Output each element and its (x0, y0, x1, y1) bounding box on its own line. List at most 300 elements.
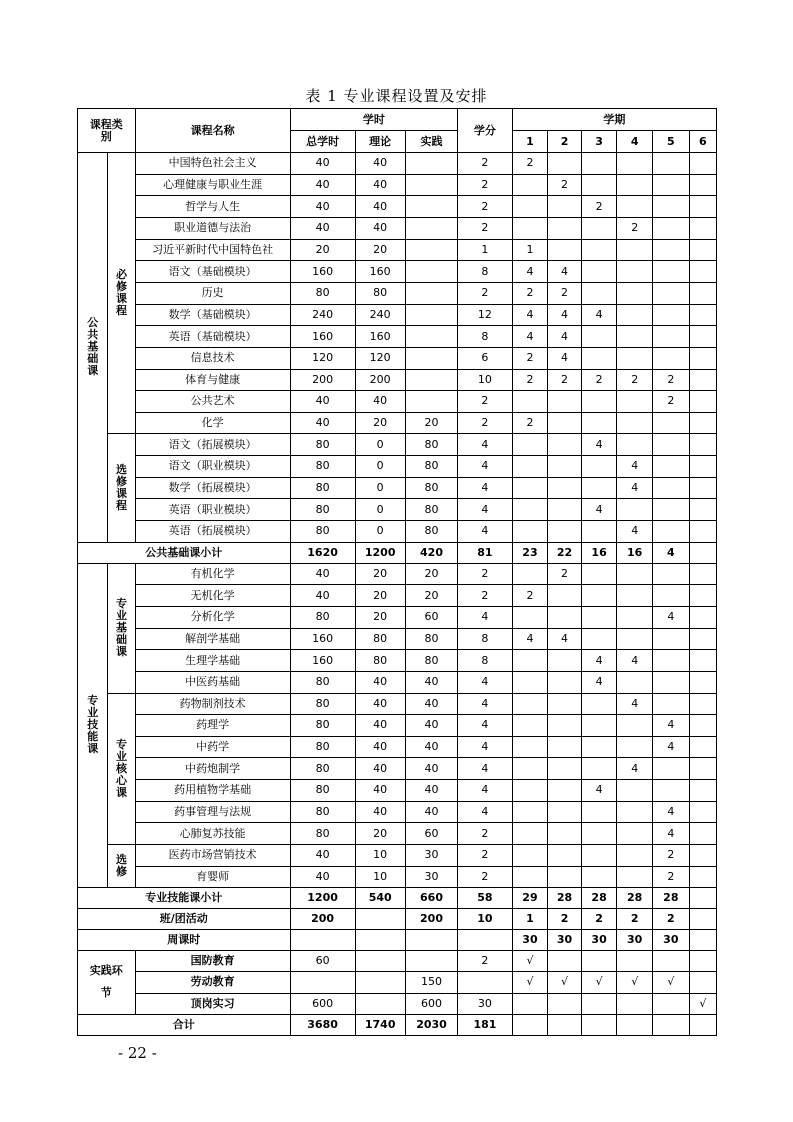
group-public (78, 153, 108, 543)
table-row (78, 153, 717, 175)
table-row (78, 758, 717, 780)
cell-semester-5: √ (653, 972, 690, 993)
cell-semester-1 (512, 866, 548, 888)
course-name: 历史 (135, 282, 290, 304)
cell-semester-3: 2 (581, 196, 617, 218)
cell-credit (458, 930, 512, 951)
cell-semester-1 (512, 715, 548, 737)
cell-semester-5 (653, 520, 690, 542)
cell-semester-5 (653, 261, 690, 283)
cell-semester-1 (512, 845, 548, 867)
cell-practice (405, 369, 457, 391)
cell-semester-2 (548, 715, 582, 737)
cell-semester-2 (548, 1014, 582, 1035)
cell-semester-2: 4 (548, 261, 582, 283)
cell-semester-1 (512, 563, 548, 585)
table-row (78, 823, 717, 845)
cell-semester-5 (653, 563, 690, 585)
cell-total: 40 (290, 153, 355, 175)
cell-semester-4 (617, 196, 653, 218)
cell-semester-2 (548, 412, 582, 434)
cell-credit: 4 (458, 736, 512, 758)
cell-semester-4 (617, 326, 653, 348)
table-row (78, 671, 717, 693)
cell-semester-2: 30 (548, 930, 582, 951)
cell-semester-5: 2 (653, 845, 690, 867)
course-name: 数学（基础模块） (135, 304, 290, 326)
cell-semester-3 (581, 758, 617, 780)
cell-semester-4: 4 (617, 520, 653, 542)
cell-theory: 1200 (355, 542, 405, 563)
cell-theory: 80 (355, 650, 405, 672)
cell-semester-3 (581, 951, 617, 972)
cell-credit: 6 (458, 347, 512, 369)
table-row (78, 369, 717, 391)
table-row (78, 866, 717, 888)
cell-semester-4 (617, 993, 653, 1014)
cell-semester-1: 4 (512, 304, 548, 326)
cell-theory: 200 (355, 369, 405, 391)
cell-semester-4 (617, 585, 653, 607)
cell-semester-2 (548, 218, 582, 240)
cell-semester-1 (512, 520, 548, 542)
table-row (78, 412, 717, 434)
cell-semester-1 (512, 993, 548, 1014)
header-semester-4: 4 (617, 131, 653, 153)
cell-credit: 2 (458, 174, 512, 196)
cell-semester-1: 2 (512, 153, 548, 175)
cell-semester-4 (617, 866, 653, 888)
cell-practice: 40 (405, 671, 457, 693)
cell-semester-2 (548, 780, 582, 802)
cell-theory (355, 951, 405, 972)
cell-semester-1 (512, 650, 548, 672)
table-row (78, 628, 717, 650)
cell-semester-4: √ (617, 972, 653, 993)
cell-semester-1 (512, 823, 548, 845)
cell-semester-1: 2 (512, 585, 548, 607)
cell-total: 80 (290, 520, 355, 542)
cell-semester-6 (689, 972, 716, 993)
course-name: 药物制剂技术 (135, 693, 290, 715)
course-name: 体育与健康 (135, 369, 290, 391)
header-semester-3: 3 (581, 131, 617, 153)
cell-semester-2 (548, 993, 582, 1014)
table-row (78, 282, 717, 304)
cell-theory: 20 (355, 239, 405, 261)
cell-total: 600 (290, 993, 355, 1014)
cell-semester-2 (548, 477, 582, 499)
summary-label: 班/团活动 (78, 909, 291, 930)
cell-practice: 40 (405, 693, 457, 715)
cell-semester-5: 4 (653, 823, 690, 845)
cell-semester-4 (617, 845, 653, 867)
cell-credit: 8 (458, 326, 512, 348)
cell-semester-6 (689, 218, 716, 240)
group-core-label: 专业核心课 (115, 737, 127, 799)
cell-semester-2 (548, 153, 582, 175)
cell-credit: 4 (458, 477, 512, 499)
cell-semester-6 (689, 304, 716, 326)
cell-semester-4: 4 (617, 693, 653, 715)
summary-label: 公共基础课小计 (78, 542, 291, 563)
cell-semester-6 (689, 693, 716, 715)
practice-item-name: 劳动教育 (135, 972, 290, 993)
cell-credit: 4 (458, 671, 512, 693)
cell-semester-3: 4 (581, 780, 617, 802)
cell-credit (458, 972, 512, 993)
cell-semester-3 (581, 1014, 617, 1035)
cell-theory: 540 (355, 888, 405, 909)
cell-practice: 80 (405, 520, 457, 542)
cell-semester-6 (689, 951, 716, 972)
cell-semester-1 (512, 218, 548, 240)
cell-semester-1 (512, 456, 548, 478)
course-name: 英语（基础模块） (135, 326, 290, 348)
cell-semester-2 (548, 196, 582, 218)
cell-semester-6 (689, 715, 716, 737)
cell-semester-2: √ (548, 972, 582, 993)
cell-semester-2 (548, 520, 582, 542)
cell-semester-3 (581, 866, 617, 888)
cell-credit: 2 (458, 563, 512, 585)
course-name: 心肺复苏技能 (135, 823, 290, 845)
cell-theory: 120 (355, 347, 405, 369)
cell-semester-6 (689, 866, 716, 888)
cell-semester-4 (617, 153, 653, 175)
cell-semester-6 (689, 326, 716, 348)
table-row (78, 434, 717, 456)
cell-practice (405, 282, 457, 304)
cell-credit: 4 (458, 780, 512, 802)
cell-theory: 160 (355, 326, 405, 348)
course-name: 数学（拓展模块） (135, 477, 290, 499)
table-row (78, 499, 717, 521)
cell-semester-5 (653, 628, 690, 650)
cell-semester-1 (512, 477, 548, 499)
cell-theory: 160 (355, 261, 405, 283)
table-row (78, 736, 717, 758)
cell-semester-6 (689, 196, 716, 218)
cell-theory (355, 930, 405, 951)
summary-row (78, 909, 717, 930)
cell-semester-1 (512, 499, 548, 521)
cell-practice: 20 (405, 412, 457, 434)
table-row (78, 239, 717, 261)
group-required (108, 153, 135, 434)
cell-semester-3: √ (581, 972, 617, 993)
header-semester-2: 2 (548, 131, 582, 153)
group-skill-elective (108, 845, 135, 888)
course-name: 习近平新时代中国特色社 (135, 239, 290, 261)
cell-total (290, 930, 355, 951)
course-name: 中医药基础 (135, 671, 290, 693)
cell-semester-3: 30 (581, 930, 617, 951)
group-basic (108, 563, 135, 693)
course-name: 中国特色社会主义 (135, 153, 290, 175)
cell-semester-5: 4 (653, 801, 690, 823)
cell-theory (355, 993, 405, 1014)
cell-semester-5: 2 (653, 909, 690, 930)
cell-semester-4 (617, 239, 653, 261)
cell-semester-2 (548, 823, 582, 845)
cell-semester-6 (689, 499, 716, 521)
cell-semester-5: 30 (653, 930, 690, 951)
cell-semester-5: 4 (653, 542, 690, 563)
cell-semester-1 (512, 174, 548, 196)
cell-semester-3 (581, 993, 617, 1014)
cell-semester-3 (581, 218, 617, 240)
cell-semester-5 (653, 671, 690, 693)
cell-practice (405, 951, 457, 972)
cell-credit: 2 (458, 845, 512, 867)
table-caption: 表 1 专业课程设置及安排 (305, 87, 488, 105)
summary-row (78, 542, 717, 563)
course-name: 中药学 (135, 736, 290, 758)
course-name: 分析化学 (135, 606, 290, 628)
cell-semester-6 (689, 174, 716, 196)
cell-theory (355, 972, 405, 993)
cell-semester-6 (689, 542, 716, 563)
cell-semester-3 (581, 282, 617, 304)
table-row (78, 261, 717, 283)
cell-total: 40 (290, 196, 355, 218)
cell-semester-4: 4 (617, 650, 653, 672)
cell-semester-5 (653, 412, 690, 434)
cell-practice: 60 (405, 606, 457, 628)
cell-semester-4 (617, 1014, 653, 1035)
cell-theory: 40 (355, 693, 405, 715)
cell-semester-6 (689, 412, 716, 434)
cell-practice: 40 (405, 780, 457, 802)
cell-semester-3 (581, 477, 617, 499)
course-name: 语文（基础模块） (135, 261, 290, 283)
cell-credit: 2 (458, 153, 512, 175)
cell-semester-2: 28 (548, 888, 582, 909)
cell-semester-2 (548, 951, 582, 972)
table-row (78, 650, 717, 672)
course-name: 语文（拓展模块） (135, 434, 290, 456)
cell-semester-4 (617, 606, 653, 628)
cell-semester-1 (512, 434, 548, 456)
cell-semester-5 (653, 477, 690, 499)
cell-semester-6 (689, 391, 716, 413)
cell-practice: 30 (405, 845, 457, 867)
group-practice-label: 实践环节 (89, 964, 123, 1000)
cell-semester-6 (689, 347, 716, 369)
cell-semester-4: 4 (617, 456, 653, 478)
cell-semester-5 (653, 650, 690, 672)
cell-theory: 20 (355, 563, 405, 585)
cell-semester-3: 16 (581, 542, 617, 563)
cell-total: 200 (290, 369, 355, 391)
cell-total: 80 (290, 606, 355, 628)
cell-total: 40 (290, 174, 355, 196)
course-name: 生理学基础 (135, 650, 290, 672)
practice-item-name: 顶岗实习 (135, 993, 290, 1014)
cell-semester-1: √ (512, 972, 548, 993)
cell-semester-6 (689, 628, 716, 650)
group-skill (78, 563, 108, 888)
cell-semester-4 (617, 261, 653, 283)
cell-total: 80 (290, 758, 355, 780)
cell-semester-3 (581, 585, 617, 607)
cell-semester-4 (617, 628, 653, 650)
cell-semester-3: 4 (581, 499, 617, 521)
cell-semester-1 (512, 671, 548, 693)
cell-total: 40 (290, 563, 355, 585)
cell-credit: 4 (458, 520, 512, 542)
cell-semester-6 (689, 909, 716, 930)
header-semester-6: 6 (689, 131, 716, 153)
cell-semester-3 (581, 347, 617, 369)
cell-credit: 2 (458, 196, 512, 218)
cell-semester-1 (512, 1014, 548, 1035)
cell-practice: 660 (405, 888, 457, 909)
cell-total: 160 (290, 261, 355, 283)
cell-semester-4: 28 (617, 888, 653, 909)
cell-total: 80 (290, 693, 355, 715)
cell-semester-5 (653, 196, 690, 218)
cell-practice: 80 (405, 434, 457, 456)
summary-label: 合计 (78, 1014, 291, 1035)
table-row (78, 520, 717, 542)
cell-semester-3: 4 (581, 434, 617, 456)
cell-semester-5 (653, 153, 690, 175)
cell-theory: 20 (355, 412, 405, 434)
cell-semester-1 (512, 391, 548, 413)
cell-total: 40 (290, 391, 355, 413)
cell-semester-3 (581, 174, 617, 196)
cell-semester-6 (689, 456, 716, 478)
table-row (78, 606, 717, 628)
cell-semester-5: 4 (653, 715, 690, 737)
course-name: 信息技术 (135, 347, 290, 369)
cell-practice: 40 (405, 715, 457, 737)
group-elective (108, 434, 135, 542)
cell-semester-4 (617, 391, 653, 413)
cell-semester-3 (581, 153, 617, 175)
cell-semester-5: 2 (653, 369, 690, 391)
cell-total: 80 (290, 499, 355, 521)
cell-semester-3: 4 (581, 650, 617, 672)
cell-semester-4 (617, 780, 653, 802)
cell-semester-6 (689, 1014, 716, 1035)
cell-semester-6 (689, 585, 716, 607)
course-name: 中药炮制学 (135, 758, 290, 780)
cell-semester-6 (689, 823, 716, 845)
cell-total: 3680 (290, 1014, 355, 1035)
cell-practice: 80 (405, 628, 457, 650)
practice-item-name: 国防教育 (135, 951, 290, 972)
cell-semester-3: 4 (581, 304, 617, 326)
cell-semester-2 (548, 391, 582, 413)
cell-semester-3 (581, 715, 617, 737)
group-practice (78, 951, 136, 1014)
cell-practice: 40 (405, 801, 457, 823)
cell-practice: 60 (405, 823, 457, 845)
cell-credit: 4 (458, 499, 512, 521)
cell-total: 80 (290, 282, 355, 304)
cell-semester-6 (689, 606, 716, 628)
cell-semester-1 (512, 606, 548, 628)
cell-semester-5: 2 (653, 391, 690, 413)
cell-semester-5 (653, 499, 690, 521)
cell-semester-6 (689, 736, 716, 758)
cell-semester-5: 4 (653, 736, 690, 758)
cell-theory: 20 (355, 585, 405, 607)
cell-semester-1: 2 (512, 282, 548, 304)
cell-semester-4: 4 (617, 477, 653, 499)
cell-total: 200 (290, 909, 355, 930)
cell-semester-2 (548, 866, 582, 888)
cell-total: 1200 (290, 888, 355, 909)
cell-semester-1 (512, 693, 548, 715)
course-name: 化学 (135, 412, 290, 434)
cell-theory: 80 (355, 628, 405, 650)
cell-semester-1: 2 (512, 412, 548, 434)
cell-practice: 80 (405, 456, 457, 478)
cell-semester-6 (689, 239, 716, 261)
cell-practice (405, 196, 457, 218)
cell-total (290, 972, 355, 993)
cell-semester-5: 28 (653, 888, 690, 909)
summary-row (78, 930, 717, 951)
cell-semester-2 (548, 434, 582, 456)
cell-semester-5 (653, 239, 690, 261)
cell-semester-6 (689, 888, 716, 909)
table-row (78, 218, 717, 240)
cell-theory: 0 (355, 520, 405, 542)
cell-practice: 2030 (405, 1014, 457, 1035)
cell-semester-2 (548, 801, 582, 823)
cell-semester-4 (617, 951, 653, 972)
cell-theory: 0 (355, 456, 405, 478)
course-name: 药事管理与法规 (135, 801, 290, 823)
cell-practice: 40 (405, 736, 457, 758)
cell-semester-3 (581, 520, 617, 542)
table-row (78, 347, 717, 369)
cell-practice: 80 (405, 499, 457, 521)
cell-semester-1: 23 (512, 542, 548, 563)
cell-credit: 2 (458, 951, 512, 972)
cell-semester-5 (653, 304, 690, 326)
cell-semester-1: 1 (512, 909, 548, 930)
cell-semester-4 (617, 823, 653, 845)
cell-semester-6 (689, 801, 716, 823)
cell-semester-2 (548, 758, 582, 780)
cell-practice: 420 (405, 542, 457, 563)
cell-practice (405, 153, 457, 175)
cell-semester-5 (653, 585, 690, 607)
cell-theory: 40 (355, 780, 405, 802)
cell-total: 80 (290, 801, 355, 823)
cell-practice: 80 (405, 477, 457, 499)
cell-semester-6 (689, 369, 716, 391)
cell-semester-4: 16 (617, 542, 653, 563)
cell-theory: 40 (355, 715, 405, 737)
cell-semester-1 (512, 758, 548, 780)
cell-semester-4 (617, 174, 653, 196)
table-row (78, 326, 717, 348)
cell-semester-2: 4 (548, 347, 582, 369)
cell-semester-1 (512, 196, 548, 218)
cell-semester-6 (689, 845, 716, 867)
cell-semester-3: 2 (581, 369, 617, 391)
cell-credit: 2 (458, 391, 512, 413)
course-name: 英语（职业模块） (135, 499, 290, 521)
table-row (78, 585, 717, 607)
